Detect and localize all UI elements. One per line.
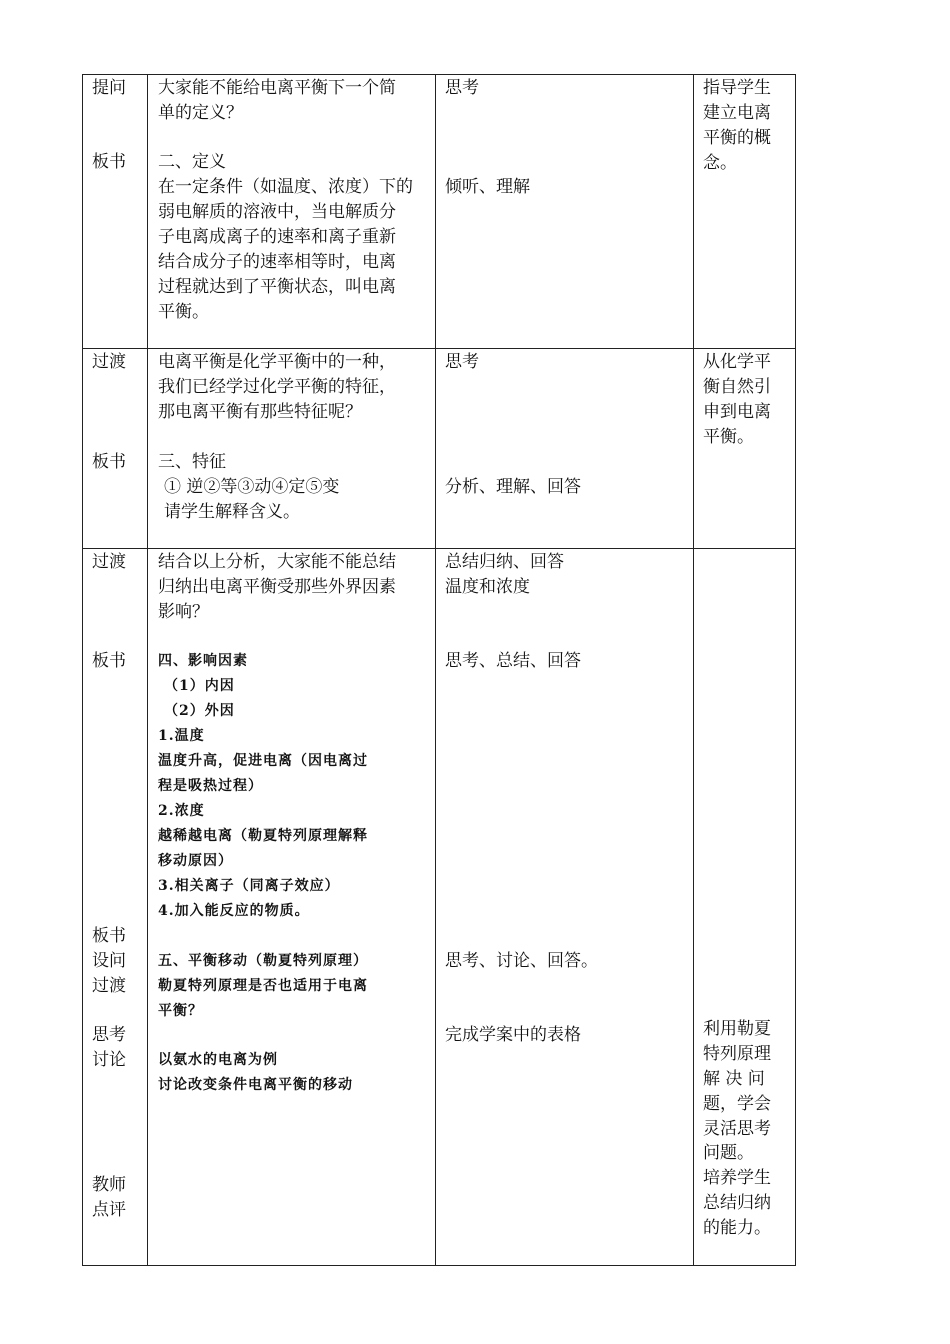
design-purpose: 题，学会 xyxy=(703,1094,771,1114)
content-line: 那电离平衡有那些特征呢？ xyxy=(158,402,362,422)
step-label: 过渡 xyxy=(92,976,126,996)
content-line: 1.温度 xyxy=(158,728,205,744)
design-purpose: 平衡。 xyxy=(703,427,754,447)
content-line: 结合成分子的速率相等时，电离 xyxy=(158,252,396,272)
design-purpose: 从化学平 xyxy=(703,352,771,372)
step-label: 过渡 xyxy=(92,352,126,372)
content-line: 子电离成离子的速率和离子重新 xyxy=(158,227,396,247)
student-activity: 分析、理解、回答 xyxy=(445,477,581,497)
step-label: 板书 xyxy=(92,152,126,172)
content-line: （2）外因 xyxy=(164,703,235,719)
content-line: 弱电解质的溶液中，当电解质分 xyxy=(158,202,396,222)
design-purpose: 特列原理 xyxy=(703,1044,771,1064)
content-line: （1）内因 xyxy=(164,678,235,694)
content-line: 我们已经学过化学平衡的特征， xyxy=(158,377,396,397)
student-activity: 思考、讨论、回答。 xyxy=(445,951,598,971)
student-activity: 完成学案中的表格 xyxy=(445,1025,581,1045)
content-line: 归纳出电离平衡受那些外界因素 xyxy=(158,577,396,597)
design-purpose: 灵活思考 xyxy=(703,1119,771,1139)
content-line: 影响？ xyxy=(158,602,209,622)
content-line: ① 逆②等③动④定⑤变 xyxy=(164,477,340,497)
content-line: 四、影响因素 xyxy=(158,653,248,669)
design-purpose: 培养学生 xyxy=(703,1168,771,1188)
content-line: 4.加入能反应的物质。 xyxy=(158,903,310,919)
content-line: 平衡？ xyxy=(158,1003,203,1019)
step-label: 教师 xyxy=(92,1175,126,1195)
step-label: 提问 xyxy=(92,78,126,98)
design-purpose: 的能力。 xyxy=(703,1218,771,1238)
design-purpose: 平衡的概 xyxy=(703,128,771,148)
student-activity: 思考 xyxy=(445,352,479,372)
design-purpose: 建立电离 xyxy=(703,103,771,123)
content-line: 以氨水的电离为例 xyxy=(158,1052,278,1068)
column-divider xyxy=(147,74,148,1266)
design-purpose: 指导学生 xyxy=(703,78,771,98)
design-purpose: 总结归纳 xyxy=(703,1193,771,1213)
student-activity: 温度和浓度 xyxy=(445,577,530,597)
content-line: 程是吸热过程） xyxy=(158,778,263,794)
step-label: 过渡 xyxy=(92,552,126,572)
design-purpose: 衡自然引 xyxy=(703,377,771,397)
step-label: 思考 xyxy=(92,1025,126,1045)
student-activity: 思考、总结、回答 xyxy=(445,651,581,671)
design-purpose: 解 决 问 xyxy=(703,1069,765,1089)
student-activity: 倾听、理解 xyxy=(445,177,530,197)
column-divider xyxy=(82,74,83,1266)
step-label: 点评 xyxy=(92,1200,126,1220)
step-label: 讨论 xyxy=(92,1050,126,1070)
content-line: 电离平衡是化学平衡中的一种， xyxy=(158,352,396,372)
step-label: 设问 xyxy=(92,951,126,971)
content-line: 讨论改变条件电离平衡的移动 xyxy=(158,1077,353,1093)
step-label: 板书 xyxy=(92,926,126,946)
step-label: 板书 xyxy=(92,651,126,671)
content-line: 平衡。 xyxy=(158,302,209,322)
row-divider xyxy=(82,348,796,349)
content-line: 越稀越电离（勒夏特列原理解释 xyxy=(158,828,368,844)
content-line: 单的定义？ xyxy=(158,103,243,123)
row-divider xyxy=(82,548,796,549)
content-line: 移动原因） xyxy=(158,853,233,869)
step-label: 板书 xyxy=(92,452,126,472)
content-line: 请学生解释含义。 xyxy=(164,502,300,522)
content-line: 三、特征 xyxy=(158,452,226,472)
student-activity: 思考 xyxy=(445,78,479,98)
design-purpose: 念。 xyxy=(703,153,737,173)
design-purpose: 利用勒夏 xyxy=(703,1019,771,1039)
column-divider xyxy=(693,74,694,1266)
content-line: 3.相关离子（同离子效应） xyxy=(158,878,340,894)
content-line: 勒夏特列原理是否也适用于电离 xyxy=(158,978,368,994)
content-line: 大家能不能给电离平衡下一个简 xyxy=(158,78,396,98)
content-line: 2.浓度 xyxy=(158,803,205,819)
design-purpose: 问题。 xyxy=(703,1143,754,1163)
content-line: 二、定义 xyxy=(158,152,226,172)
column-divider xyxy=(795,74,796,1266)
student-activity: 总结归纳、回答 xyxy=(445,552,564,572)
content-line: 结合以上分析，大家能不能总结 xyxy=(158,552,396,572)
content-line: 过程就达到了平衡状态，叫电离 xyxy=(158,277,396,297)
design-purpose: 申到电离 xyxy=(703,402,771,422)
table-border-top xyxy=(82,74,796,75)
content-line: 温度升高，促进电离（因电离过 xyxy=(158,753,368,769)
table-border-bottom xyxy=(82,1265,796,1266)
column-divider xyxy=(435,74,436,1266)
content-line: 在一定条件（如温度、浓度）下的 xyxy=(158,177,413,197)
content-line: 五、平衡移动（勒夏特列原理） xyxy=(158,953,368,969)
